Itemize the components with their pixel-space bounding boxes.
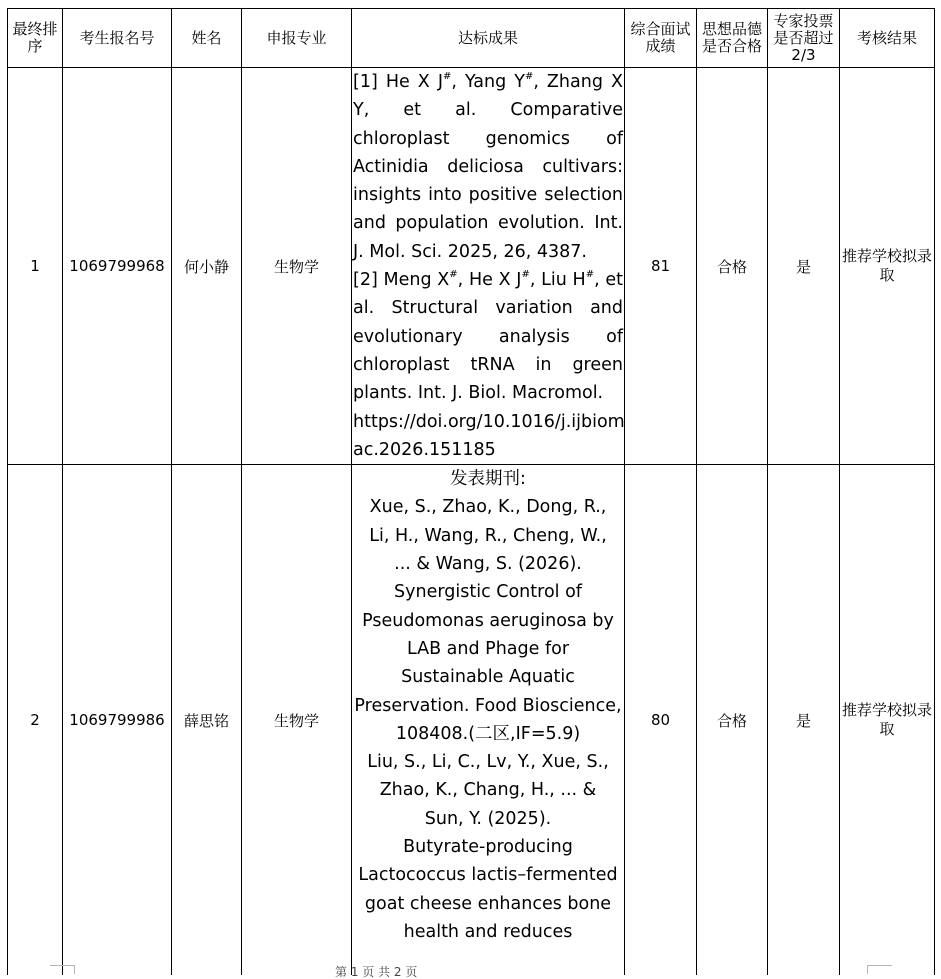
col-header-major: 申报专业 bbox=[242, 9, 352, 68]
achievement-line: Pseudomonas aeruginosa by bbox=[362, 610, 614, 631]
cell-reg-no: 1069799968 bbox=[63, 68, 172, 465]
page-corner-mark-right bbox=[867, 965, 892, 974]
doi-link: https://doi.org/10.1016/j.ijbiom bbox=[353, 411, 625, 432]
col-header-interview: 综合面试成绩 bbox=[625, 9, 697, 68]
page-corner-mark-left bbox=[50, 965, 75, 974]
achievement-line: health and reduces bbox=[403, 921, 573, 942]
achievement-line: Lactococcus lactis–fermented bbox=[358, 865, 618, 886]
cell-result: 推荐学校拟录取 bbox=[840, 68, 935, 465]
achievement-line: Liu, S., Li, C., Lv, Y., Xue, S., bbox=[367, 752, 609, 773]
col-header-vote: 专家投票是否超过2/3 bbox=[768, 9, 840, 68]
col-header-rank: 最终排序 bbox=[8, 9, 63, 68]
page-number: 第 1 页 共 2 页 bbox=[335, 965, 418, 979]
cell-interview-score: 80 bbox=[625, 465, 697, 976]
cell-vote: 是 bbox=[768, 68, 840, 465]
cell-rank: 2 bbox=[8, 465, 63, 976]
col-header-name: 姓名 bbox=[172, 9, 242, 68]
achievement-line: Preservation. Food Bioscience, bbox=[354, 695, 622, 716]
achievement-line: Sustainable Aquatic bbox=[401, 667, 575, 688]
cell-achievements bbox=[352, 465, 625, 976]
cell-major: 生物学 bbox=[242, 465, 352, 976]
achievement-line: 108408.(二区,IF=5.9) bbox=[395, 723, 581, 744]
col-header-morality: 思想品德是否合格 bbox=[697, 9, 768, 68]
achievement-line: ... & Wang, S. (2026). bbox=[394, 554, 582, 575]
admission-results-table bbox=[7, 8, 935, 975]
header-row bbox=[8, 9, 935, 68]
cell-rank: 1 bbox=[8, 68, 63, 465]
col-header-result: 考核结果 bbox=[840, 9, 935, 68]
achievement-line: Li, H., Wang, R., Cheng, W., bbox=[369, 525, 607, 546]
achievement-line: LAB and Phage for bbox=[406, 638, 570, 659]
achievement-reference: [2] Meng X#, He X J#, Liu H#, et al. Structural variation and evolutionary analysis of chloroplast tRNA in green plants. Int. J. Biol. Macromol. https://doi.org/10.1016/j.ijbiom ac.2026.151185 bbox=[353, 269, 625, 460]
cell-morality: 合格 bbox=[697, 68, 768, 465]
achievement-line: Sun, Y. (2025). bbox=[424, 808, 552, 829]
table-row bbox=[8, 465, 935, 976]
achievement-line: 发表期刊: bbox=[450, 469, 526, 490]
achievement-line: goat cheese enhances bone bbox=[364, 893, 612, 914]
cell-name: 薛思铭 bbox=[172, 465, 242, 976]
achievement-line: Synergistic Control of bbox=[394, 582, 582, 603]
cell-morality: 合格 bbox=[697, 465, 768, 976]
cell-interview-score: 81 bbox=[625, 68, 697, 465]
cell-reg-no: 1069799986 bbox=[63, 465, 172, 976]
cell-vote: 是 bbox=[768, 465, 840, 976]
col-header-achievements: 达标成果 bbox=[352, 9, 625, 68]
cell-major: 生物学 bbox=[242, 68, 352, 465]
cell-name: 何小静 bbox=[172, 68, 242, 465]
achievement-line: Zhao, K., Chang, H., ... & bbox=[379, 780, 597, 801]
achievement-line: Xue, S., Zhao, K., Dong, R., bbox=[369, 497, 607, 518]
cell-result: 推荐学校拟录取 bbox=[840, 465, 935, 976]
col-header-reg-no: 考生报名号 bbox=[63, 9, 172, 68]
table-row bbox=[8, 68, 935, 465]
achievement-reference: [1] He X J#, Yang Y#, Zhang X Y, et al. Comparative chloroplast genomics of Actinidia deliciosa cultivars: insights into positive selection and population evolution. Int. J. Mol. Sci. 2025, 26, 4387. bbox=[353, 71, 623, 262]
cell-achievements bbox=[352, 68, 625, 465]
achievement-line: Butyrate-producing bbox=[403, 837, 573, 858]
